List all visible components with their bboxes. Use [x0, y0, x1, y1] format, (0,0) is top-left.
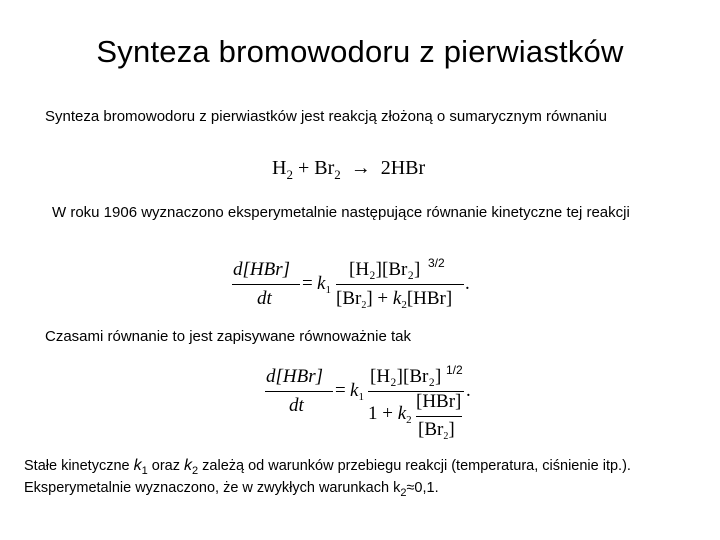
- eq2-exponent: 1/2: [446, 363, 463, 377]
- slide-title: Synteza bromowodoru z pierwiastków: [96, 34, 624, 69]
- reactant-br-sub: 2: [334, 167, 341, 182]
- constants-post: zależą od warunków przebiegu reakcji (temperatura, ciśnienie itp.).: [198, 458, 631, 474]
- reactant-h-sub: 2: [286, 167, 293, 182]
- eq1-den-br: [Br: [336, 288, 362, 309]
- alternative-text: Czasami równanie to jest zapisywane równoważnie tak: [45, 328, 412, 345]
- eq2-inner-numerator: [HBr]: [416, 391, 462, 412]
- eq2-dot: .: [466, 380, 471, 401]
- conclusion-sub: 2: [400, 487, 407, 499]
- eq2-numerator: [H₂][Br₂]: [370, 366, 442, 387]
- reaction-arrow: →: [350, 157, 371, 179]
- eq1-den-hbr: [HBr]: [406, 288, 453, 309]
- eq2-k1: k: [350, 380, 359, 401]
- eq1-dot: .: [465, 273, 470, 294]
- conclusion-text: [24, 480, 439, 499]
- constants-k1-sub: 1: [141, 465, 148, 477]
- eq1-main-bar: [336, 284, 464, 285]
- eq1-equals: =: [302, 273, 313, 294]
- eq2-inner-den-br: [Br: [418, 419, 444, 440]
- reaction-equation: [272, 157, 425, 183]
- constants-text: [24, 457, 631, 477]
- eq2-den-one-plus: 1 +: [368, 403, 398, 424]
- history-text: W roku 1906 wyznaczono eksperymetalnie następujące równanie kinetyczne tej reakcji: [52, 204, 630, 221]
- eq1-k2-sub: 2: [401, 299, 407, 311]
- constants-k2: k: [184, 457, 193, 474]
- eq1-lhs-bar: [232, 284, 300, 285]
- plus-sign: +: [297, 157, 310, 179]
- eq1-lhs-denominator: dt: [257, 288, 272, 309]
- constants-k2-sub: 2: [192, 465, 199, 477]
- eq1-k1: k: [317, 273, 326, 294]
- reactant-br: Br: [314, 157, 335, 179]
- eq2-lhs-bar: [265, 391, 333, 392]
- constants-pre: Stałe kinetyczne: [24, 458, 134, 474]
- eq1-den-br-sub: 2: [361, 300, 367, 311]
- constants-mid: oraz: [147, 458, 185, 474]
- eq1-exponent: 3/2: [428, 256, 445, 270]
- conclusion-post: ≈0,1.: [406, 480, 439, 496]
- eq1-den-plus: ] +: [366, 288, 393, 309]
- eq1-k2: k: [392, 288, 402, 309]
- eq2-inner-den-close: ]: [448, 419, 455, 440]
- eq2-k2-sub: 2: [406, 414, 412, 426]
- eq1-k1-sub: 1: [325, 284, 331, 296]
- eq2-inner-den-sub: 2: [443, 431, 449, 442]
- eq2-k2: k: [397, 403, 407, 424]
- eq2-equals: =: [335, 380, 346, 401]
- eq2-lhs-numerator: d[HBr]: [266, 366, 324, 387]
- conclusion-pre: Eksperymetalnie wyznaczono, że w zwykłych warunkach k: [24, 480, 401, 496]
- eq1-numerator: [H₂][Br₂]: [349, 259, 421, 280]
- product-hbr: 2HBr: [380, 157, 426, 179]
- reactant-h: H: [272, 157, 287, 179]
- eq2-k1-sub: 1: [358, 391, 364, 403]
- constants-k1: k: [133, 457, 142, 474]
- eq2-inner-bar: [416, 416, 462, 417]
- intro-text: Synteza bromowodoru z pierwiastków jest reakcją złożoną o sumarycznym równaniu: [45, 108, 607, 125]
- eq2-lhs-denominator: dt: [289, 395, 304, 416]
- eq1-lhs-numerator: d[HBr]: [233, 259, 291, 280]
